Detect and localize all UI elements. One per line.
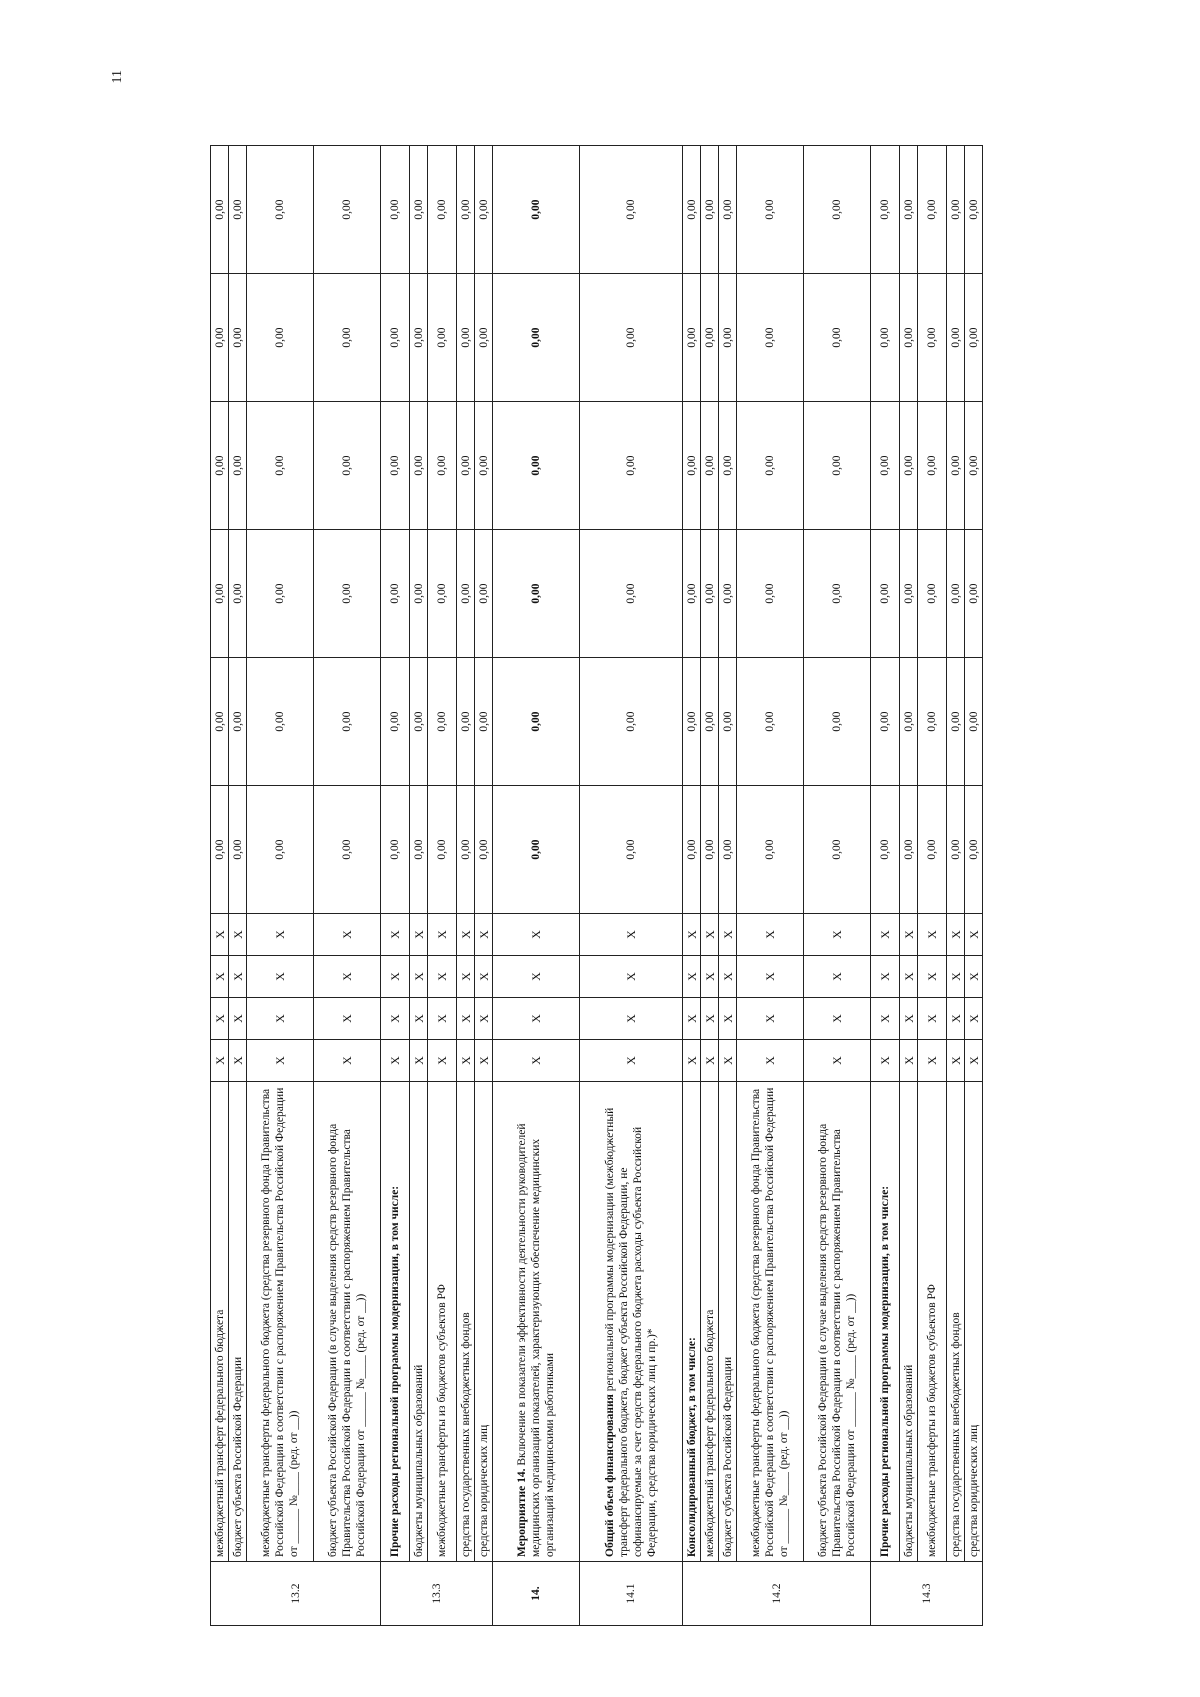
not-applicable-mark: X — [918, 956, 947, 998]
table-row — [719, 146, 737, 1626]
amount-cell: 0,00 — [719, 658, 737, 786]
not-applicable-mark: X — [493, 914, 580, 956]
not-applicable-mark: X — [381, 956, 410, 998]
amount-cell: 0,00 — [314, 658, 381, 786]
row-description-text: межбюджетные трансферты из бюджетов субъектов РФ — [926, 1284, 938, 1557]
row-number-cell: 14.3 — [871, 1562, 983, 1626]
amount-cell: 0,00 — [580, 786, 683, 914]
amount-cell: 0,00 — [475, 274, 493, 402]
amount-cell: 0,00 — [247, 402, 314, 530]
not-applicable-mark: X — [580, 956, 683, 998]
not-applicable-mark: X — [493, 1040, 580, 1082]
not-applicable-mark: X — [719, 914, 737, 956]
not-applicable-mark: X — [211, 914, 229, 956]
not-applicable-mark: X — [229, 914, 247, 956]
amount-cell: 0,00 — [493, 530, 580, 658]
not-applicable-mark: X — [229, 956, 247, 998]
amount-cell: 0,00 — [229, 274, 247, 402]
row-description-text: средства государственных внебюджетных фондов — [459, 1312, 472, 1557]
not-applicable-mark: X — [965, 914, 983, 956]
amount-cell: 0,00 — [871, 786, 900, 914]
table-row — [947, 146, 965, 1626]
amount-cell: 0,00 — [719, 530, 737, 658]
not-applicable-mark: X — [965, 956, 983, 998]
amount-cell: 0,00 — [229, 530, 247, 658]
amount-cell: 0,00 — [247, 658, 314, 786]
row-description-text: региональной программы модернизации (межбюджетный трансферт федерального бюджета, бюджет субъекта Российской Федерации, не софинансируемые за счет средств федерального бюджета расходы субъекта Российской Федерации, средства юридических лиц и пр.)* — [604, 1107, 658, 1557]
amount-cell: 0,00 — [737, 530, 804, 658]
not-applicable-mark: X — [871, 914, 900, 956]
table-row — [493, 146, 580, 1626]
row-description — [580, 1082, 683, 1562]
table-row — [701, 146, 719, 1626]
amount-cell: 0,00 — [314, 786, 381, 914]
not-applicable-mark: X — [737, 914, 804, 956]
not-applicable-mark: X — [475, 998, 493, 1040]
amount-cell: 0,00 — [410, 274, 428, 402]
not-applicable-mark: X — [410, 914, 428, 956]
not-applicable-mark: X — [804, 956, 871, 998]
amount-cell: 0,00 — [410, 402, 428, 530]
not-applicable-mark: X — [314, 998, 381, 1040]
amount-cell: 0,00 — [475, 530, 493, 658]
table-row — [247, 146, 314, 1626]
amount-cell: 0,00 — [683, 658, 701, 786]
amount-cell: 0,00 — [314, 274, 381, 402]
not-applicable-mark: X — [701, 998, 719, 1040]
amount-cell: 0,00 — [229, 658, 247, 786]
row-description-text: Прочие расходы региональной программы модернизации, в том числе: — [879, 1185, 891, 1557]
amount-cell: 0,00 — [683, 402, 701, 530]
amount-cell: 0,00 — [737, 274, 804, 402]
amount-cell: 0,00 — [900, 658, 918, 786]
row-description — [918, 1082, 947, 1562]
amount-cell: 0,00 — [493, 146, 580, 274]
not-applicable-mark: X — [900, 1040, 918, 1082]
amount-cell: 0,00 — [428, 146, 457, 274]
amount-cell: 0,00 — [737, 402, 804, 530]
amount-cell: 0,00 — [493, 274, 580, 402]
amount-cell: 0,00 — [381, 146, 410, 274]
not-applicable-mark: X — [580, 998, 683, 1040]
amount-cell: 0,00 — [428, 402, 457, 530]
amount-cell: 0,00 — [381, 402, 410, 530]
amount-cell: 0,00 — [965, 146, 983, 274]
row-description — [804, 1082, 871, 1562]
table-row — [965, 146, 983, 1626]
amount-cell: 0,00 — [871, 146, 900, 274]
not-applicable-mark: X — [247, 914, 314, 956]
not-applicable-mark: X — [493, 998, 580, 1040]
not-applicable-mark: X — [475, 956, 493, 998]
amount-cell: 0,00 — [900, 146, 918, 274]
table-row — [381, 146, 410, 1626]
amount-cell: 0,00 — [247, 274, 314, 402]
row-description — [381, 1082, 410, 1562]
amount-cell: 0,00 — [737, 658, 804, 786]
table-row — [918, 146, 947, 1626]
row-description — [683, 1082, 701, 1562]
not-applicable-mark: X — [719, 1040, 737, 1082]
amount-cell: 0,00 — [918, 146, 947, 274]
amount-cell: 0,00 — [719, 146, 737, 274]
amount-cell: 0,00 — [965, 786, 983, 914]
amount-cell: 0,00 — [871, 402, 900, 530]
row-description-text: межбюджетные трансферты федерального бюджета (средства резервного фонда Правительства Российской Федерации в соответствии с распоряжением Правительства Российской Федерации от ______ №____ (ред. от __)) — [260, 1087, 300, 1557]
not-applicable-mark: X — [457, 914, 475, 956]
amount-cell: 0,00 — [871, 658, 900, 786]
not-applicable-mark: X — [211, 1040, 229, 1082]
amount-cell: 0,00 — [410, 530, 428, 658]
amount-cell: 0,00 — [804, 146, 871, 274]
amount-cell: 0,00 — [737, 146, 804, 274]
amount-cell: 0,00 — [211, 146, 229, 274]
amount-cell: 0,00 — [410, 146, 428, 274]
row-description — [314, 1082, 381, 1562]
row-description-text: бюджет субъекта Российской Федерации (в случае выделения средств резервного фонда Правительства Российской Федерации в соответствии с распоряжением Правительства Российской Федерации от ______ №____ (ред. от __)) — [327, 1123, 367, 1557]
not-applicable-mark: X — [737, 956, 804, 998]
row-description — [211, 1082, 229, 1562]
amount-cell: 0,00 — [457, 658, 475, 786]
not-applicable-mark: X — [580, 914, 683, 956]
rotated-page — [100, 64, 1100, 1634]
not-applicable-mark: X — [804, 1040, 871, 1082]
table-row — [428, 146, 457, 1626]
row-description-text: средства государственных внебюджетных фондов — [949, 1312, 962, 1557]
not-applicable-mark: X — [918, 998, 947, 1040]
not-applicable-mark: X — [410, 1040, 428, 1082]
not-applicable-mark: X — [683, 998, 701, 1040]
amount-cell: 0,00 — [965, 530, 983, 658]
not-applicable-mark: X — [683, 956, 701, 998]
row-description-text: Прочие расходы региональной программы модернизации, в том числе: — [389, 1185, 401, 1557]
not-applicable-mark: X — [381, 998, 410, 1040]
not-applicable-mark: X — [314, 914, 381, 956]
not-applicable-mark: X — [247, 1040, 314, 1082]
table-row — [410, 146, 428, 1626]
not-applicable-mark: X — [428, 956, 457, 998]
amount-cell: 0,00 — [229, 146, 247, 274]
amount-cell: 0,00 — [947, 530, 965, 658]
amount-cell: 0,00 — [475, 146, 493, 274]
table-row — [475, 146, 493, 1626]
amount-cell: 0,00 — [428, 786, 457, 914]
amount-cell: 0,00 — [475, 402, 493, 530]
not-applicable-mark: X — [381, 914, 410, 956]
amount-cell: 0,00 — [314, 402, 381, 530]
amount-cell: 0,00 — [965, 274, 983, 402]
not-applicable-mark: X — [701, 914, 719, 956]
row-description-text: Консолидированный бюджет, в том числе: — [685, 1337, 698, 1557]
amount-cell: 0,00 — [457, 530, 475, 658]
not-applicable-mark: X — [918, 1040, 947, 1082]
not-applicable-mark: X — [475, 914, 493, 956]
not-applicable-mark: X — [947, 914, 965, 956]
amount-cell: 0,00 — [701, 274, 719, 402]
amount-cell: 0,00 — [683, 146, 701, 274]
table-row — [683, 146, 701, 1626]
row-description — [719, 1082, 737, 1562]
row-description-text: межбюджетные трансферты из бюджетов субъектов РФ — [436, 1284, 448, 1557]
row-description — [900, 1082, 918, 1562]
amount-cell: 0,00 — [410, 786, 428, 914]
table-row — [900, 146, 918, 1626]
table-row — [737, 146, 804, 1626]
not-applicable-mark: X — [314, 1040, 381, 1082]
amount-cell: 0,00 — [381, 786, 410, 914]
amount-cell: 0,00 — [580, 146, 683, 274]
amount-cell: 0,00 — [683, 274, 701, 402]
row-description-text: бюджеты муниципальных образований — [902, 1364, 915, 1557]
amount-cell: 0,00 — [493, 402, 580, 530]
amount-cell: 0,00 — [965, 402, 983, 530]
not-applicable-mark: X — [428, 914, 457, 956]
amount-cell: 0,00 — [428, 530, 457, 658]
row-number-cell: 13.2 — [211, 1562, 381, 1626]
not-applicable-mark: X — [900, 914, 918, 956]
amount-cell: 0,00 — [580, 658, 683, 786]
not-applicable-mark: X — [211, 998, 229, 1040]
row-number-cell: 13.3 — [381, 1562, 493, 1626]
not-applicable-mark: X — [428, 1040, 457, 1082]
not-applicable-mark: X — [229, 998, 247, 1040]
row-description — [410, 1082, 428, 1562]
row-number-cell: 14.2 — [683, 1562, 871, 1626]
amount-cell: 0,00 — [804, 786, 871, 914]
amount-cell: 0,00 — [428, 658, 457, 786]
amount-cell: 0,00 — [683, 786, 701, 914]
amount-cell: 0,00 — [918, 274, 947, 402]
not-applicable-mark: X — [211, 956, 229, 998]
amount-cell: 0,00 — [211, 402, 229, 530]
amount-cell: 0,00 — [410, 658, 428, 786]
not-applicable-mark: X — [871, 998, 900, 1040]
amount-cell: 0,00 — [900, 274, 918, 402]
not-applicable-mark: X — [719, 998, 737, 1040]
amount-cell: 0,00 — [229, 402, 247, 530]
not-applicable-mark: X — [947, 998, 965, 1040]
row-description-text: бюджет субъекта Российской Федерации — [231, 1356, 244, 1557]
amount-cell: 0,00 — [804, 658, 871, 786]
amount-cell: 0,00 — [918, 658, 947, 786]
not-applicable-mark: X — [719, 956, 737, 998]
amount-cell: 0,00 — [900, 402, 918, 530]
row-description-text: средства юридических лиц — [967, 1424, 980, 1557]
row-description — [965, 1082, 983, 1562]
not-applicable-mark: X — [457, 998, 475, 1040]
amount-cell: 0,00 — [381, 274, 410, 402]
not-applicable-mark: X — [683, 1040, 701, 1082]
not-applicable-mark: X — [737, 998, 804, 1040]
not-applicable-mark: X — [900, 998, 918, 1040]
amount-cell: 0,00 — [918, 786, 947, 914]
not-applicable-mark: X — [804, 914, 871, 956]
amount-cell: 0,00 — [247, 786, 314, 914]
row-description — [493, 1082, 580, 1562]
row-number-cell: 14.1 — [580, 1562, 683, 1626]
amount-cell: 0,00 — [804, 402, 871, 530]
amount-cell: 0,00 — [719, 274, 737, 402]
not-applicable-mark: X — [247, 956, 314, 998]
amount-cell: 0,00 — [900, 530, 918, 658]
amount-cell: 0,00 — [701, 658, 719, 786]
amount-cell: 0,00 — [947, 786, 965, 914]
amount-cell: 0,00 — [475, 786, 493, 914]
row-description-bold: Мероприятие 14. — [516, 1468, 528, 1557]
row-description — [947, 1082, 965, 1562]
not-applicable-mark: X — [229, 1040, 247, 1082]
not-applicable-mark: X — [381, 1040, 410, 1082]
amount-cell: 0,00 — [947, 274, 965, 402]
row-description — [428, 1082, 457, 1562]
table-row — [314, 146, 381, 1626]
amount-cell: 0,00 — [457, 274, 475, 402]
not-applicable-mark: X — [457, 956, 475, 998]
not-applicable-mark: X — [493, 956, 580, 998]
row-description-text: Включение в показатели эффективности деятельности руководителей медицинских организаций показателей, характеризующих обеспечение медицинских организаций медицинскими работниками — [516, 1123, 556, 1557]
amount-cell: 0,00 — [871, 274, 900, 402]
amount-cell: 0,00 — [965, 658, 983, 786]
not-applicable-mark: X — [947, 1040, 965, 1082]
amount-cell: 0,00 — [457, 146, 475, 274]
amount-cell: 0,00 — [580, 274, 683, 402]
amount-cell: 0,00 — [918, 402, 947, 530]
amount-cell: 0,00 — [947, 402, 965, 530]
amount-cell: 0,00 — [580, 402, 683, 530]
not-applicable-mark: X — [701, 1040, 719, 1082]
table-row — [229, 146, 247, 1626]
amount-cell: 0,00 — [900, 786, 918, 914]
amount-cell: 0,00 — [493, 786, 580, 914]
not-applicable-mark: X — [683, 914, 701, 956]
row-description — [457, 1082, 475, 1562]
amount-cell: 0,00 — [701, 146, 719, 274]
row-description-text: средства юридических лиц — [477, 1424, 490, 1557]
not-applicable-mark: X — [580, 1040, 683, 1082]
row-description-text: бюджет субъекта Российской Федерации (в случае выделения средств резервного фонда Правительства Российской Федерации в соответствии с распоряжением Правительства Российской Федерации от ______ №____ (ред. от __)) — [817, 1123, 857, 1557]
amount-cell: 0,00 — [719, 786, 737, 914]
not-applicable-mark: X — [918, 914, 947, 956]
row-description — [475, 1082, 493, 1562]
amount-cell: 0,00 — [381, 530, 410, 658]
not-applicable-mark: X — [965, 998, 983, 1040]
not-applicable-mark: X — [428, 998, 457, 1040]
not-applicable-mark: X — [457, 1040, 475, 1082]
amount-cell: 0,00 — [871, 530, 900, 658]
amount-cell: 0,00 — [947, 146, 965, 274]
not-applicable-mark: X — [871, 956, 900, 998]
not-applicable-mark: X — [900, 956, 918, 998]
not-applicable-mark: X — [871, 1040, 900, 1082]
row-description-text: бюджеты муниципальных образований — [412, 1364, 425, 1557]
not-applicable-mark: X — [410, 956, 428, 998]
row-description-text: межбюджетные трансферты федерального бюджета (средства резервного фонда Правительства Российской Федерации в соответствии с распоряжением Правительства Российской Федерации от ______ №____ (ред. от __)) — [750, 1087, 790, 1557]
amount-cell: 0,00 — [314, 146, 381, 274]
amount-cell: 0,00 — [229, 786, 247, 914]
not-applicable-mark: X — [701, 956, 719, 998]
amount-cell: 0,00 — [211, 274, 229, 402]
row-description — [871, 1082, 900, 1562]
amount-cell: 0,00 — [701, 402, 719, 530]
row-description-text: межбюджетный трансферт федерального бюджета — [213, 1309, 226, 1557]
not-applicable-mark: X — [965, 1040, 983, 1082]
amount-cell: 0,00 — [457, 786, 475, 914]
table-row — [211, 146, 229, 1626]
amount-cell: 0,00 — [381, 658, 410, 786]
amount-cell: 0,00 — [804, 274, 871, 402]
amount-cell: 0,00 — [683, 530, 701, 658]
amount-cell: 0,00 — [737, 786, 804, 914]
row-description — [701, 1082, 719, 1562]
amount-cell: 0,00 — [475, 658, 493, 786]
not-applicable-mark: X — [804, 998, 871, 1040]
table-row — [580, 146, 683, 1626]
amount-cell: 0,00 — [701, 786, 719, 914]
table-row — [804, 146, 871, 1626]
row-description — [737, 1082, 804, 1562]
not-applicable-mark: X — [247, 998, 314, 1040]
amount-cell: 0,00 — [804, 530, 871, 658]
amount-cell: 0,00 — [719, 402, 737, 530]
amount-cell: 0,00 — [211, 658, 229, 786]
row-description-text: бюджет субъекта Российской Федерации — [721, 1356, 734, 1557]
amount-cell: 0,00 — [211, 786, 229, 914]
row-description-text: межбюджетный трансферт федерального бюджета — [703, 1309, 716, 1557]
not-applicable-mark: X — [475, 1040, 493, 1082]
amount-cell: 0,00 — [247, 530, 314, 658]
financing-table — [210, 145, 983, 1626]
not-applicable-mark: X — [737, 1040, 804, 1082]
amount-cell: 0,00 — [580, 530, 683, 658]
amount-cell: 0,00 — [947, 658, 965, 786]
row-description — [229, 1082, 247, 1562]
table-row — [457, 146, 475, 1626]
amount-cell: 0,00 — [701, 530, 719, 658]
amount-cell: 0,00 — [918, 530, 947, 658]
amount-cell: 0,00 — [211, 530, 229, 658]
amount-cell: 0,00 — [457, 402, 475, 530]
not-applicable-mark: X — [947, 956, 965, 998]
row-description — [247, 1082, 314, 1562]
amount-cell: 0,00 — [247, 146, 314, 274]
amount-cell: 0,00 — [314, 530, 381, 658]
not-applicable-mark: X — [314, 956, 381, 998]
amount-cell: 0,00 — [428, 274, 457, 402]
row-description-bold: Общий объем финансирования — [604, 1394, 616, 1557]
amount-cell: 0,00 — [493, 658, 580, 786]
page-number: 11 — [110, 70, 125, 84]
not-applicable-mark: X — [410, 998, 428, 1040]
row-number-cell: 14. — [493, 1562, 580, 1626]
table-row — [871, 146, 900, 1626]
